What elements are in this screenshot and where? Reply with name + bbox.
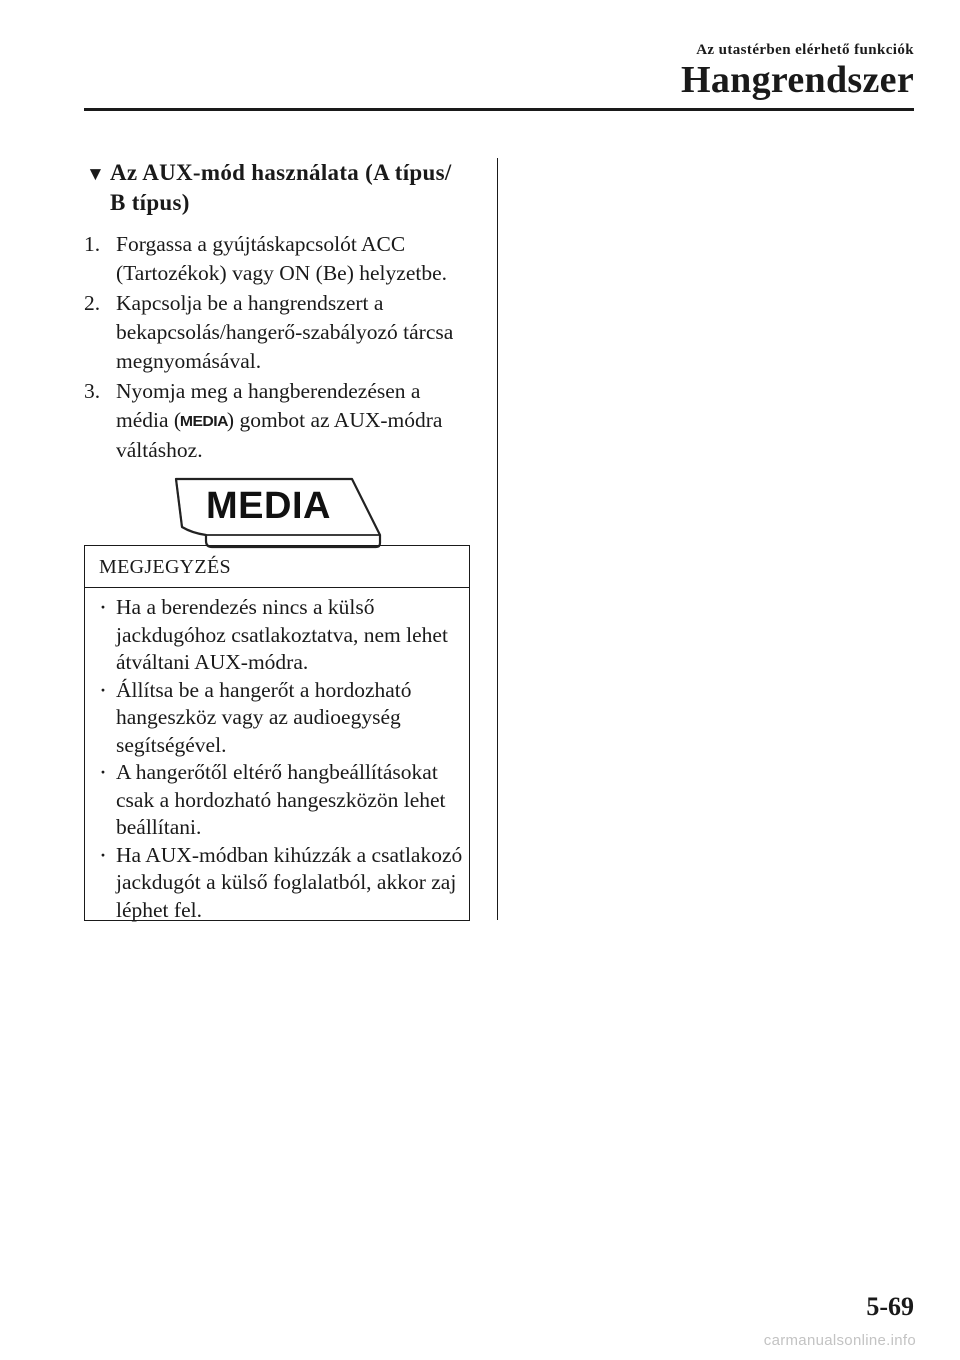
step-number: 1. xyxy=(84,232,101,256)
section-heading xyxy=(84,158,470,218)
step-item xyxy=(84,377,470,465)
down-triangle-icon: ▼ xyxy=(86,164,106,185)
column-divider xyxy=(497,158,498,920)
section-heading-line1: Az AUX-mód használata (A típus/ xyxy=(110,160,452,185)
note-item-text: Ha a berendezés nincs a külső jackdugóhoz csatlakoztatva, nem lehet átváltani AUX-módra. xyxy=(116,595,448,674)
note-list xyxy=(85,594,469,924)
step-item xyxy=(84,289,470,376)
step-number: 3. xyxy=(84,379,101,403)
step-item xyxy=(84,230,470,288)
note-item xyxy=(85,594,469,677)
header-rule xyxy=(84,108,914,111)
step-list xyxy=(84,230,470,465)
note-box xyxy=(84,545,470,921)
note-item xyxy=(85,842,469,925)
media-button-label: MEDIA xyxy=(206,485,331,527)
header-kicker: Az utastérben elérhető funkciók xyxy=(696,42,914,58)
left-column xyxy=(84,158,470,553)
step-text: Kapcsolja be a hangrendszert a bekapcsolás/hangerő-szabályozó tárcsa megnyomásával. xyxy=(116,291,454,373)
note-item-text: Állítsa be a hangerőt a hordozható hangeszköz vagy az audioegység segítségével. xyxy=(116,677,412,757)
media-inline-icon: MEDIA xyxy=(179,413,229,430)
note-title: MEGJEGYZÉS xyxy=(85,546,469,588)
bullet-icon: · xyxy=(100,844,107,865)
watermark: carmanualsonline.info xyxy=(763,1332,916,1349)
note-item xyxy=(85,677,469,760)
media-button-illustration xyxy=(172,475,386,553)
step-text: Forgassa a gyújtáskapcsolót ACC (Tartozékok) vagy ON (Be) helyzetbe. xyxy=(116,232,448,285)
page-title: Hangrendszer xyxy=(681,59,914,101)
note-item-text: A hangerőtől eltérő hangbeállításokat csak a hordozható hangeszközön lehet beállítani. xyxy=(116,760,446,839)
note-item-text: Ha AUX-módban kihúzzák a csatlakozó jackdugót a külső foglalatból, akkor zaj léphet fel. xyxy=(116,842,463,922)
step-text-after: ) gombot az AUX-módra váltáshoz. xyxy=(116,408,443,462)
step-text-before: Nyomja meg a hangberendezésen a média ( xyxy=(116,379,421,432)
note-item xyxy=(85,759,469,842)
bullet-icon: · xyxy=(100,597,107,617)
step-number: 2. xyxy=(84,291,101,315)
section-heading-line2: B típus) xyxy=(110,190,190,215)
page-number: 5-69 xyxy=(866,1292,914,1321)
bullet-icon: · xyxy=(100,762,107,782)
bullet-icon: · xyxy=(100,679,107,700)
